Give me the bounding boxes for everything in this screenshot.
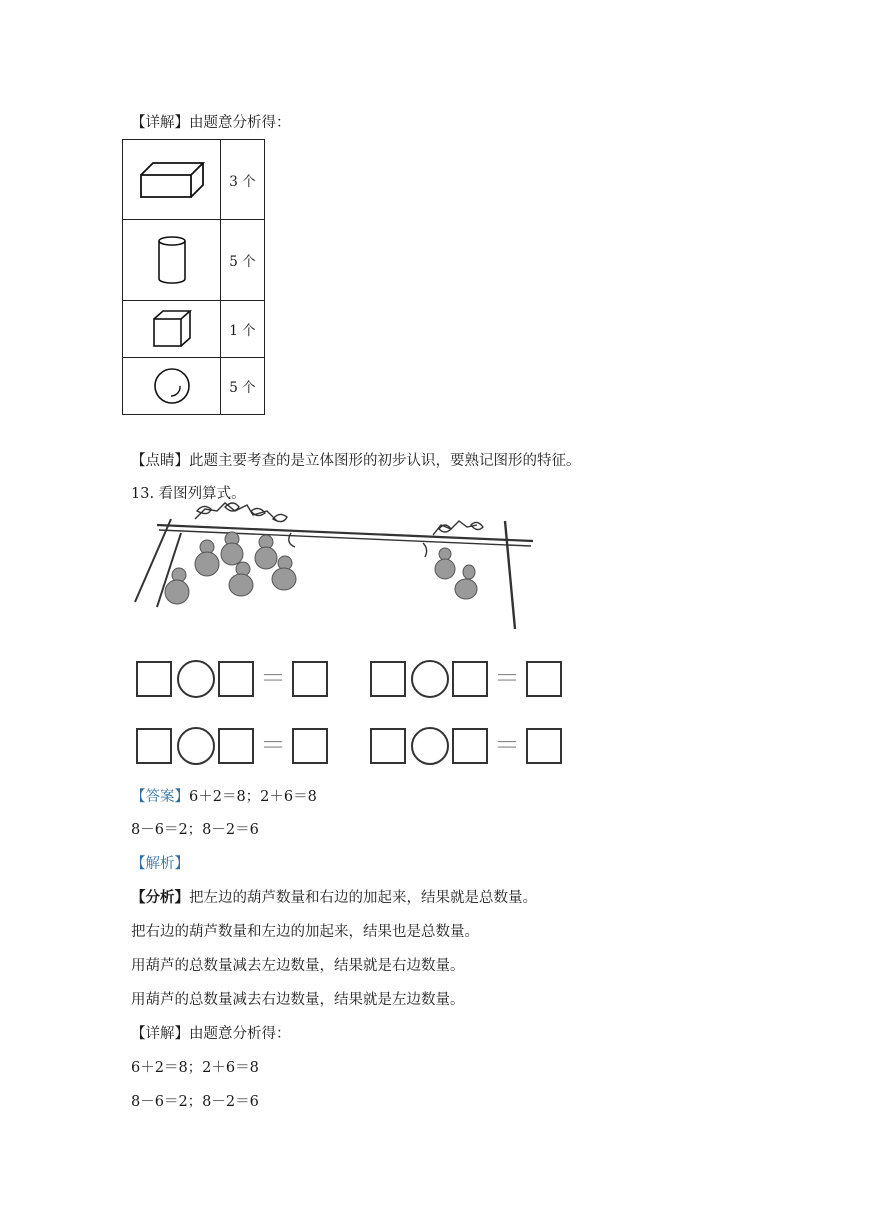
operator-circle[interactable] bbox=[177, 660, 215, 698]
equation-blanks-row-2 bbox=[136, 727, 562, 765]
count-cell: 3 个 bbox=[221, 140, 265, 220]
answer-box[interactable] bbox=[526, 661, 562, 697]
equation-blanks-row-1 bbox=[136, 660, 562, 698]
answer-box[interactable] bbox=[218, 661, 254, 697]
cylinder-icon bbox=[155, 235, 189, 285]
analysis-line-4: 用葫芦的总数量减去右边数量，结果就是左边数量。 bbox=[131, 992, 465, 1008]
answer-box[interactable] bbox=[136, 661, 172, 697]
detail-equation-2: 8－6＝2；8－2＝6 bbox=[131, 1094, 259, 1110]
equals-sign: ＝ bbox=[494, 664, 521, 694]
detail-heading-2: 【详解】由题意分析得： bbox=[131, 1026, 291, 1042]
answer-label: 【答案】 bbox=[131, 789, 189, 805]
comment-line: 【点睛】此题主要考查的是立体图形的初步认识，要熟记图形的特征。 bbox=[131, 453, 581, 469]
count-cell: 5 个 bbox=[221, 358, 265, 415]
count-cell: 5 个 bbox=[221, 220, 265, 301]
answer-box[interactable] bbox=[526, 728, 562, 764]
analysis-label: 【解析】 bbox=[131, 856, 189, 872]
answer-box[interactable] bbox=[452, 661, 488, 697]
detail-heading-1: 【详解】由题意分析得： bbox=[131, 115, 291, 131]
equals-sign: ＝ bbox=[260, 664, 287, 694]
answer-box[interactable] bbox=[452, 728, 488, 764]
answer-box[interactable] bbox=[292, 728, 328, 764]
cube-icon bbox=[151, 308, 193, 350]
equals-sign: ＝ bbox=[260, 731, 287, 761]
operator-circle[interactable] bbox=[177, 727, 215, 765]
count-cell: 1 个 bbox=[221, 301, 265, 358]
gourd-trellis-illustration bbox=[133, 497, 543, 637]
answer-box[interactable] bbox=[136, 728, 172, 764]
answer-box[interactable] bbox=[370, 661, 406, 697]
analysis-line-1 bbox=[131, 888, 537, 908]
question-title: 13. 看图列算式。 bbox=[131, 486, 246, 502]
answer-line-1 bbox=[131, 787, 317, 807]
table-row bbox=[123, 301, 265, 358]
answer-box[interactable] bbox=[292, 661, 328, 697]
sphere-icon bbox=[152, 366, 192, 406]
operator-circle[interactable] bbox=[411, 660, 449, 698]
shape-cell bbox=[123, 358, 221, 415]
answer-line-2: 8－6＝2；8－2＝6 bbox=[131, 822, 259, 838]
operator-circle[interactable] bbox=[411, 727, 449, 765]
detail-equation-1: 6＋2＝8；2＋6＝8 bbox=[131, 1060, 259, 1076]
answer-box[interactable] bbox=[218, 728, 254, 764]
table-row bbox=[123, 140, 265, 220]
answer-text-1: 6＋2＝8；2＋6＝8 bbox=[189, 789, 317, 805]
shape-cell bbox=[123, 301, 221, 358]
shape-count-table bbox=[122, 139, 265, 415]
equals-sign: ＝ bbox=[494, 731, 521, 761]
table-row bbox=[123, 220, 265, 301]
analysis-tag: 【分析】 bbox=[131, 889, 189, 906]
analysis-text-1: 把左边的葫芦数量和右边的加起来，结果就是总数量。 bbox=[189, 890, 537, 906]
shape-cell bbox=[123, 140, 221, 220]
table-row bbox=[123, 358, 265, 415]
shape-cell bbox=[123, 220, 221, 301]
cuboid-icon bbox=[137, 159, 207, 201]
answer-box[interactable] bbox=[370, 728, 406, 764]
analysis-line-3: 用葫芦的总数量减去左边数量，结果就是右边数量。 bbox=[131, 958, 465, 974]
analysis-line-2: 把右边的葫芦数量和左边的加起来，结果也是总数量。 bbox=[131, 924, 479, 940]
